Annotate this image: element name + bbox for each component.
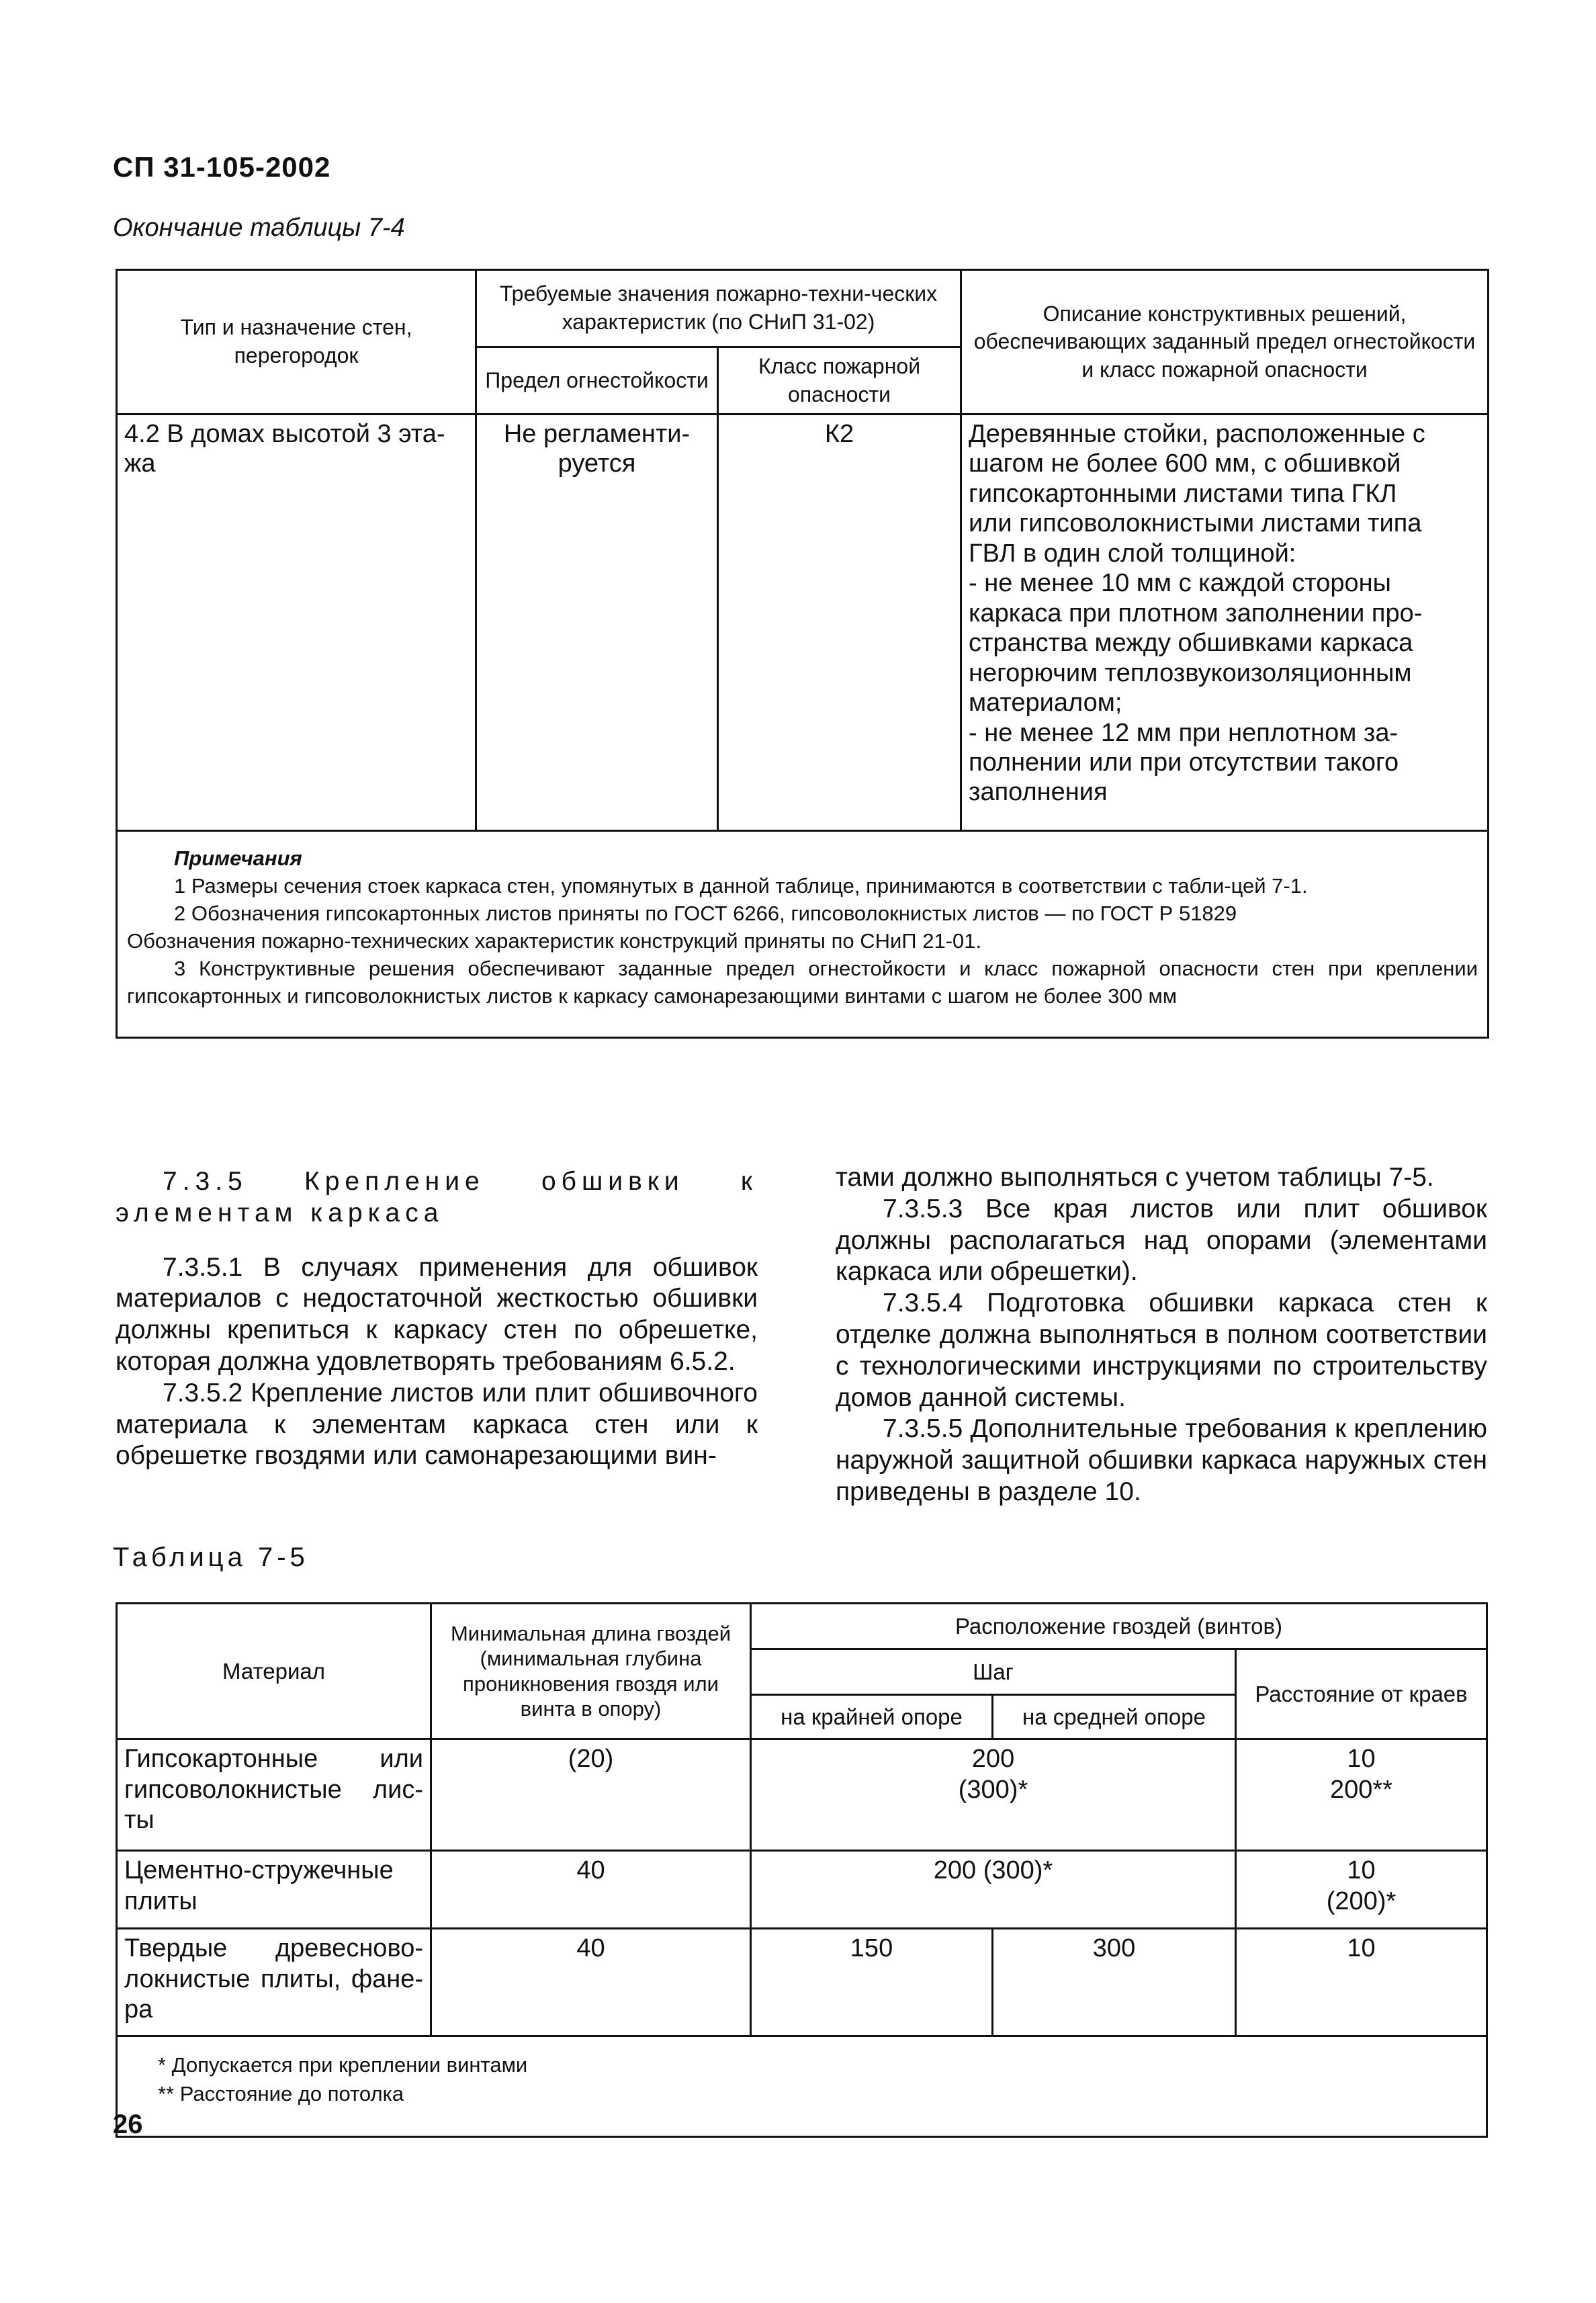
cell-step: 200 (300)* (751, 1851, 1236, 1929)
cell-fire-limit: Не регламенти-руется (476, 415, 718, 831)
notes-title: Примечания (174, 846, 302, 870)
cell-material: Гипсокартонные или гипсоволокнистые лис-ты (117, 1739, 431, 1851)
table-7-5 (116, 1602, 1488, 2138)
cell-edge-distance: 10 200** (1236, 1739, 1487, 1851)
cell-material: Твердые древесново-локнистые плиты, фане-ра (117, 1929, 431, 2036)
header-required-values: Требуемые значения пожарно-техни-ческих характеристик (по СНиП 31-02) (476, 270, 961, 347)
cell-length: 40 (431, 1851, 751, 1929)
cell-fire-class: К2 (718, 415, 961, 831)
header-fire-limit: Предел огнестойкости (476, 347, 718, 415)
table-row (117, 415, 1489, 831)
paragraph-7-3-5-2-cont: тами должно выполняться с учетом таблицы 7-5. (836, 1163, 1434, 1192)
table-footnotes (117, 2036, 1487, 2137)
header-step: Шаг (751, 1649, 1236, 1695)
paragraph-7-3-5-1: 7.3.5.1 В случаях применения для обшивок материалов с недостаточной жесткостью обшивки должны крепиться к каркасу стен по обрешетке, которая должна удовлетворять требованиям 6.5.2. (116, 1252, 758, 1376)
document-code: СП 31-105-2002 (113, 151, 331, 183)
cell-middle-step: 300 (993, 1929, 1236, 2036)
section-heading-7-3-5: 7.3.5 Крепление обшивки к элементам каркаса (116, 1167, 758, 1227)
cell-step: 200 (300)* (751, 1739, 1236, 1851)
header-outer-support: на крайней опоре (751, 1695, 993, 1739)
cell-edge-distance: 10 (200)* (1236, 1851, 1487, 1929)
header-material: Материал (117, 1604, 431, 1739)
note-2: 2 Обозначения гипсокартонных листов приняты по ГОСТ 6266, гипсоволокнистых листов — по ГОСТ Р 51829 (174, 901, 1237, 925)
note-1: 1 Размеры сечения стоек каркаса стен, упомянутых в данной таблице, принимаются в соответствии с табли-цей 7-1. (174, 873, 1308, 898)
note-2-continued: Обозначения пожарно-технических характеристик конструкций приняты по СНиП 21-01. (127, 928, 982, 953)
text-column-right (836, 1162, 1487, 1508)
paragraph-7-3-5-4: 7.3.5.4 Подготовка обшивки каркаса стен к отделке должна выполняться в полном соответствии с технологическими инструкциями по строительству домов данной системы. (836, 1289, 1487, 1412)
header-min-length: Минимальная длина гвоздей (минимальная глубина проникновения гвоздя или винта в опору) (431, 1604, 751, 1739)
table-notes (117, 831, 1489, 1038)
cell-length: 40 (431, 1929, 751, 2036)
paragraph-7-3-5-5: 7.3.5.5 Дополнительные требования к креплению наружной защитной обшивки каркаса наружных стен приведены в разделе 10. (836, 1414, 1487, 1506)
footnote-2: ** Расстояние до потолка (158, 2082, 404, 2106)
table-7-4 (116, 269, 1489, 1039)
note-3: 3 Конструктивные решения обеспечивают заданные предел огнестойкости и класс пожарной опасности стен при креплении гипсокартонных и гипсоволокнистых листов к каркасу самонарезающими винтами с шагом не более 300 мм (127, 956, 1478, 1008)
header-middle-support: на средней опоре (993, 1695, 1236, 1739)
cell-description: Деревянные стойки, расположенные с шагом не более 600 мм, с обшивкой гипсокартонными листами типа ГКЛ или гипсоволокнистыми листами типа ГВЛ в один слой толщиной: - не менее 10 мм с каждой стороны каркаса при плотном заполнении про- странства между обшивками каркаса негорючим теплозвукоизоляционным материалом; - не менее 12 мм при неплотном за- полнении или при отсутствии такого заполнения (961, 415, 1489, 831)
table-row (117, 1929, 1487, 2036)
header-description: Описание конструктивных решений, обеспечивающих заданный предел огнестойкости и класс пожарной опасности (961, 270, 1489, 415)
page-number: 26 (113, 2110, 143, 2139)
header-fire-class: Класс пожарной опасности (718, 347, 961, 415)
cell-length: (20) (431, 1739, 751, 1851)
footnote-1: * Допускается при креплении винтами (158, 2053, 528, 2077)
cell-edge-distance: 10 (1236, 1929, 1487, 2036)
paragraph-7-3-5-2: 7.3.5.2 Крепление листов или плит обшивочного материала к элементам каркаса стен или к обрешетке гвоздями или самонарезающими вин- (116, 1378, 758, 1471)
cell-wall-type: 4.2 В домах высотой 3 эта-жа (117, 415, 476, 831)
cell-outer-step: 150 (751, 1929, 993, 2036)
table-row (117, 1851, 1487, 1929)
table-continuation-caption: Окончание таблицы 7-4 (113, 214, 405, 242)
table-7-5-caption: Таблица 7-5 (113, 1542, 309, 1572)
table-row (117, 1739, 1487, 1851)
text-column-left (116, 1166, 758, 1472)
paragraph-7-3-5-3: 7.3.5.3 Все края листов или плит обшивок должны располагаться над опорами (элементами каркаса или обрешетки). (836, 1194, 1487, 1287)
cell-material: Цементно-стружечные плиты (117, 1851, 431, 1929)
header-wall-type: Тип и назначение стен, перегородок (117, 270, 476, 415)
header-edge-distance: Расстояние от краев (1236, 1649, 1487, 1739)
header-location: Расположение гвоздей (винтов) (751, 1604, 1487, 1649)
